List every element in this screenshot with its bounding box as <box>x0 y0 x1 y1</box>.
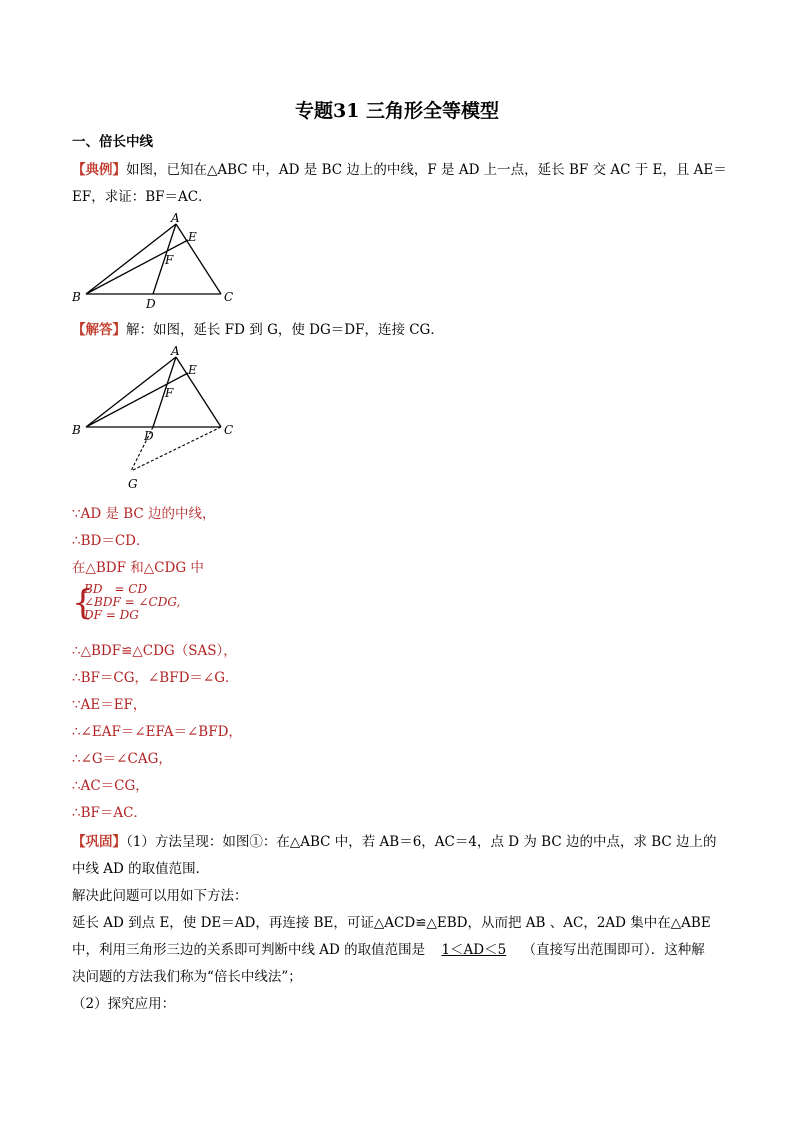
solution-step-1: ∵AD 是 BC 边的中线， <box>72 506 216 522</box>
solution-intro-text: 解：如图，延长 FD 到 G，使 DG＝DF，连接 CG． <box>126 322 444 338</box>
practice-answer: 1＜AD＜5 <box>441 942 507 958</box>
fig2-label-g: G <box>128 477 138 491</box>
fig1-label-e: E <box>188 230 197 244</box>
solution-step-7: ∴∠EAF＝∠EFA＝∠BFD， <box>72 724 242 740</box>
fig2-label-d: D <box>144 429 154 443</box>
practice-line-1 <box>72 832 717 852</box>
practice-line-5 <box>72 940 705 960</box>
practice-line-6: 决问题的方法我们称为“倍长中线法”； <box>72 969 302 985</box>
solution-step-6: ∵AE＝EF， <box>72 697 147 713</box>
solution-step-2: ∴BD＝CD． <box>72 533 150 549</box>
solution-step-10: ∴BF＝AC． <box>72 805 147 821</box>
fig2-side-ab <box>86 357 176 427</box>
case-line-1: BD = CD <box>84 582 148 596</box>
example-line-1 <box>72 160 727 180</box>
example-line-2: EF，求证：BF＝AC． <box>72 189 212 205</box>
example-text-1: 如图，已知在△ABC 中，AD 是 BC 边上的中线，F 是 AD 上一点，延长 BF 交 AC 于 E，且 AE＝ <box>126 162 727 178</box>
practice-text-5a: 中，利用三角形三边的关系即可判断中线 AD 的取值范围是 <box>72 942 426 958</box>
solution-step-8: ∴∠G＝∠CAG， <box>72 751 172 767</box>
solution-step-5: ∴BF＝CG，∠BFD＝∠G． <box>72 670 239 686</box>
brace-symbol: { <box>72 583 94 623</box>
fig2-label-b: B <box>72 423 81 437</box>
solution-intro <box>72 320 444 340</box>
fig1-side-ac <box>176 224 221 294</box>
practice-text-5b: （直接写出范围即可）．这种解 <box>522 942 705 958</box>
case-line-3: DF = DG <box>84 608 139 622</box>
fig2-label-f: F <box>165 386 174 400</box>
fig2-label-e: E <box>188 363 197 377</box>
fig2-side-ac <box>176 357 221 427</box>
figure-2-triangle <box>66 343 246 493</box>
case-line-2: ∠BDF = ∠CDG, <box>84 595 181 609</box>
fig1-segment-be <box>86 240 188 294</box>
fig1-label-b: B <box>72 290 81 304</box>
practice-tag: 【巩固】 <box>72 834 126 850</box>
solution-step-4: ∴△BDF≌△CDG（SAS）， <box>72 643 237 659</box>
fig1-side-ab <box>86 224 176 294</box>
fig2-label-c: C <box>224 423 234 437</box>
solution-step-3: 在△BDF 和△CDG 中 <box>72 560 204 576</box>
solution-tag: 【解答】 <box>72 322 126 338</box>
section-heading: 一、倍长中线 <box>72 134 153 150</box>
practice-line-7: （2）探究应用： <box>72 996 176 1012</box>
example-tag: 【典例】 <box>72 162 126 178</box>
fig1-label-f: F <box>165 253 174 267</box>
fig2-segment-be <box>86 373 188 427</box>
practice-line-3: 解决此问题可以用如下方法： <box>72 888 248 904</box>
figure-1-triangle <box>66 210 246 310</box>
fig1-label-d: D <box>146 297 156 310</box>
page-title: 专题31 三角形全等模型 <box>294 100 500 122</box>
solution-step-9: ∴AC＝CG， <box>72 778 149 794</box>
practice-line-4: 延长 AD 到点 E，使 DE＝AD，再连接 BE，可证△ACD≌△EBD，从而把 AB 、AC，2AD 集中在△ABE <box>72 915 711 931</box>
fig1-label-a: A <box>171 211 180 225</box>
practice-line-2: 中线 AD 的取值范围． <box>72 861 210 877</box>
congruence-conditions <box>72 583 192 627</box>
practice-text-1: （1）方法呈现：如图①：在△ABC 中，若 AB＝6，AC＝4，点 D 为 BC 边的中点，求 BC 边上的 <box>126 834 717 850</box>
fig2-label-a: A <box>171 344 180 358</box>
fig1-label-c: C <box>224 290 234 304</box>
